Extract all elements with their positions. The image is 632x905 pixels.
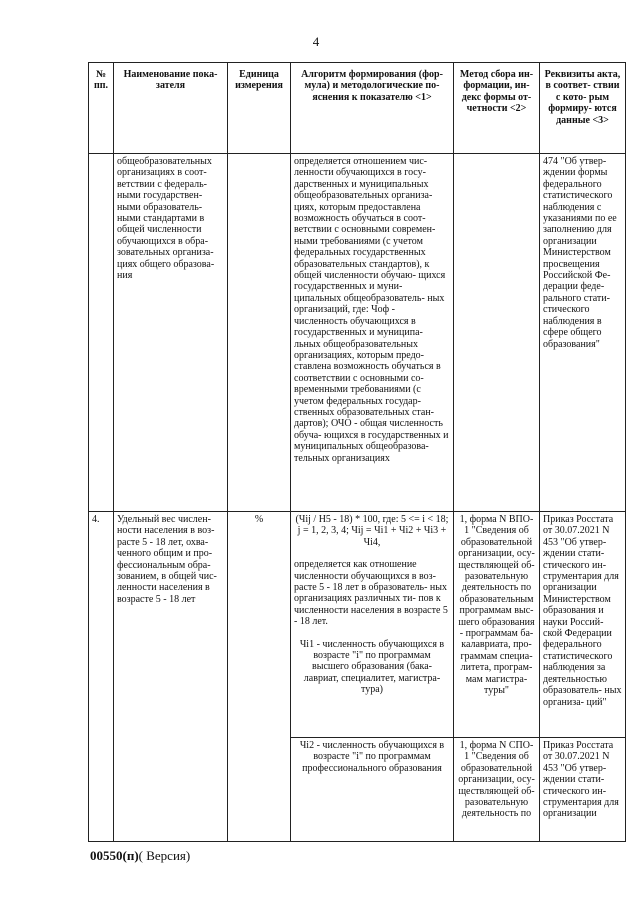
page-number: 4: [312, 34, 320, 49]
cell-number: [89, 154, 114, 512]
table-row: [89, 512, 626, 738]
header-act-details: Реквизиты акта, в соответ- ствии с кото- рым формиру- ются данные <3>: [540, 63, 626, 154]
cell-indicator-name: Удельный вес числен- ности населения в воз- расте 5 - 18 лет, охва- ченного общим и про- фессиональным обра- зованием, в общей чис- ленности населения в возрасте 5 - 18 лет: [114, 512, 228, 842]
header-indicator-name: Наименование пока- зателя: [114, 63, 228, 154]
cell-number: 4.: [89, 512, 114, 842]
document-code: 00550(п): [90, 848, 139, 863]
cell-unit: %: [228, 512, 291, 842]
document-footer: [90, 848, 190, 864]
cell-act-details: 474 "Об утвер- ждении формы федерального статистического наблюдения с указаниями по ее заполнению для организации Министерством просвещения Российской Фе- дерации феде- рального стати- стического наблюдения в сфере общего образования": [540, 154, 626, 512]
cell-act-details: Приказ Росстата от 30.07.2021 N 453 "Об утвер- ждении стати- стического ин- струментария для организации: [540, 738, 626, 842]
header-unit: Единица измерения: [228, 63, 291, 154]
cell-collection-method: [454, 154, 540, 512]
table-header-row: [89, 63, 626, 154]
header-collection-method: Метод сбора ин- формации, ин- декс формы от- четности <2>: [454, 63, 540, 154]
cell-indicator-name: общеобразовательных организациях в соот- ветствии с федераль- ными государствен- ными образователь- ными стандартами в общей численности обучающихся в обра- зовательных организа- циях общего образова- ния: [114, 154, 228, 512]
cell-unit: [228, 154, 291, 512]
cell-algorithm: [291, 512, 454, 738]
cell-act-details: Приказ Росстата от 30.07.2021 N 453 "Об утвер- ждении стати- стического ин- струментария для организации Министерством образования и науки Россий- ской Федерации федерального статистического наблюдения за деятельностью образователь- ных организа- ций": [540, 512, 626, 738]
cell-collection-method: 1, форма N СПО- 1 "Сведения об образовательной организации, осу- ществляющей об- разовательную деятельность по: [454, 738, 540, 842]
ch1-text: Чi1 - численность обучающихся в возрасте "i" по программам высшего образования (бака- лавриат, специалитет, магистра- тура): [299, 638, 445, 696]
cell-algorithm: Чi2 - численность обучающихся в возрасте "i" по программам профессионального образования: [291, 738, 454, 842]
document-version: ( Версия): [138, 848, 191, 863]
cell-algorithm: определяется отношением чис- ленности обучающихся в госу- дарственных и муниципальных общеобразовательных организа- циях, которым предоставлена возможность обучаться в соот- ветствии с основными современ- ными требованиями (с учетом федеральных государственных образовательных стандартов), к общей численности обучаю- щихся государственных и муни- ципальных общеобразователь- ных организаций, где: Чоф - численность обучающихся в государственных и муниципа- льных общеобразовательных организациях, которым предо- ставлена возможность обучаться в соответствии с основными со- временными требованиями (с учетом федеральных государ- ственных образовательных стан- дартов); ОЧО - общая численность обуча- ющихся в государственных и муниципальных общеобразова- тельных организациях: [291, 154, 454, 512]
header-algorithm: Алгоритм формирования (фор- мула) и методологические по- яснения к показателю <1>: [291, 63, 454, 154]
algorithm-text: определяется как отношение численности обучающихся в воз- расте 5 - 18 лет в образователь- ных организациях различных ти- пов к численности населения в возрасте 5 - 18 лет.: [294, 559, 448, 628]
table-row: [89, 154, 626, 512]
header-number: № пп.: [89, 63, 114, 154]
cell-collection-method: 1, форма N ВПО- 1 "Сведения об образовательной организации, осу- ществляющей об- разовательную деятельность по образовательным программам выс- шего образования - программам ба- калавриата, про- граммам специа- литета, програм- мам магистра- туры": [454, 512, 540, 738]
formula-text: (Чij / Н5 - 18) * 100, где: 5 <= i < 18; j = 1, 2, 3, 4; Чij = Чi1 + Чi2 + Чi3 + Чi4,: [295, 514, 449, 548]
indicators-table: [88, 62, 626, 842]
